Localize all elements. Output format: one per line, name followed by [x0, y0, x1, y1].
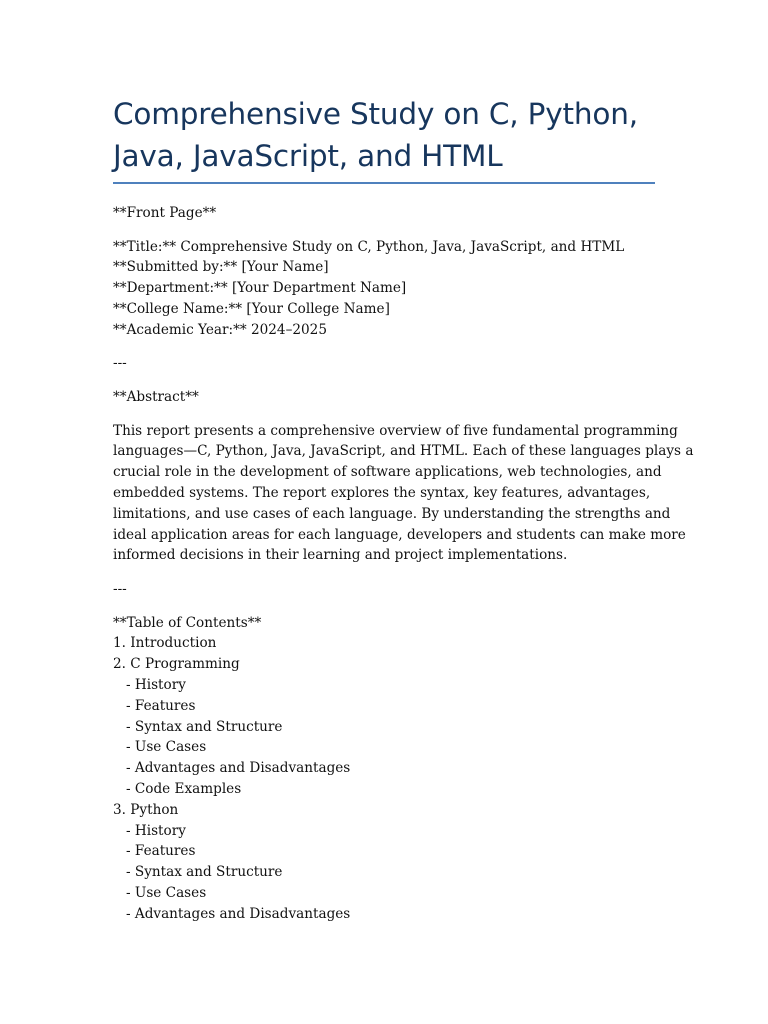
toc-subitem: - Use Cases	[113, 739, 207, 756]
abstract-line: This report presents a comprehensive overview of five fundamental programming	[113, 422, 678, 439]
front-page-line: **College Name:** [Your College Name]	[113, 300, 390, 317]
document-body	[113, 203, 694, 924]
title-line-1: Comprehensive Study on C, Python,	[113, 97, 638, 131]
separator: ---	[113, 355, 127, 372]
toc-subitem: - Code Examples	[113, 780, 242, 797]
abstract-heading: **Abstract**	[113, 388, 199, 405]
title-underline	[113, 182, 655, 184]
abstract-line: languages—C, Python, Java, JavaScript, and HTML. Each of these languages plays a	[113, 443, 694, 460]
title-line-2: Java, JavaScript, and HTML	[113, 139, 503, 173]
toc-subitem: - Features	[113, 843, 196, 860]
toc-subitem: - History	[113, 822, 186, 839]
abstract-paragraph	[113, 421, 694, 567]
toc-subitem: - Syntax and Structure	[113, 718, 283, 735]
front-page-heading: **Front Page**	[113, 205, 217, 221]
separator: ---	[113, 580, 127, 597]
abstract-line: ideal application areas for each language, developers and students can make more	[113, 526, 686, 543]
abstract-line: embedded systems. The report explores the syntax, key features, advantages,	[113, 484, 651, 501]
document-page	[113, 0, 694, 937]
toc-item: 3. Python	[113, 801, 179, 818]
toc-subitem: - Syntax and Structure	[113, 864, 283, 881]
front-page-line: **Academic Year:** 2024–2025	[113, 321, 327, 338]
table-of-contents	[113, 613, 655, 925]
toc-heading: **Table of Contents**	[113, 614, 262, 631]
toc-subitem: - Use Cases	[113, 884, 207, 901]
front-page-line: **Submitted by:** [Your Name]	[113, 259, 329, 276]
abstract-line: crucial role in the development of software applications, web technologies, and	[113, 464, 662, 481]
toc-subitem: - History	[113, 676, 186, 693]
front-page-line: **Department:** [Your Department Name]	[113, 280, 407, 297]
toc-item: 1. Introduction	[113, 635, 217, 652]
front-page-details	[113, 237, 655, 341]
abstract-line: limitations, and use cases of each language. By understanding the strengths and	[113, 505, 671, 522]
front-page-line: **Title:** Comprehensive Study on C, Python, Java, JavaScript, and HTML	[113, 238, 625, 255]
toc-subitem: - Features	[113, 697, 196, 714]
toc-item: 2. C Programming	[113, 656, 240, 673]
document-title	[113, 0, 655, 177]
toc-subitem: - Advantages and Disadvantages	[113, 760, 351, 777]
abstract-line: informed decisions in their learning and project implementations.	[113, 547, 568, 564]
toc-subitem: - Advantages and Disadvantages	[113, 905, 351, 922]
